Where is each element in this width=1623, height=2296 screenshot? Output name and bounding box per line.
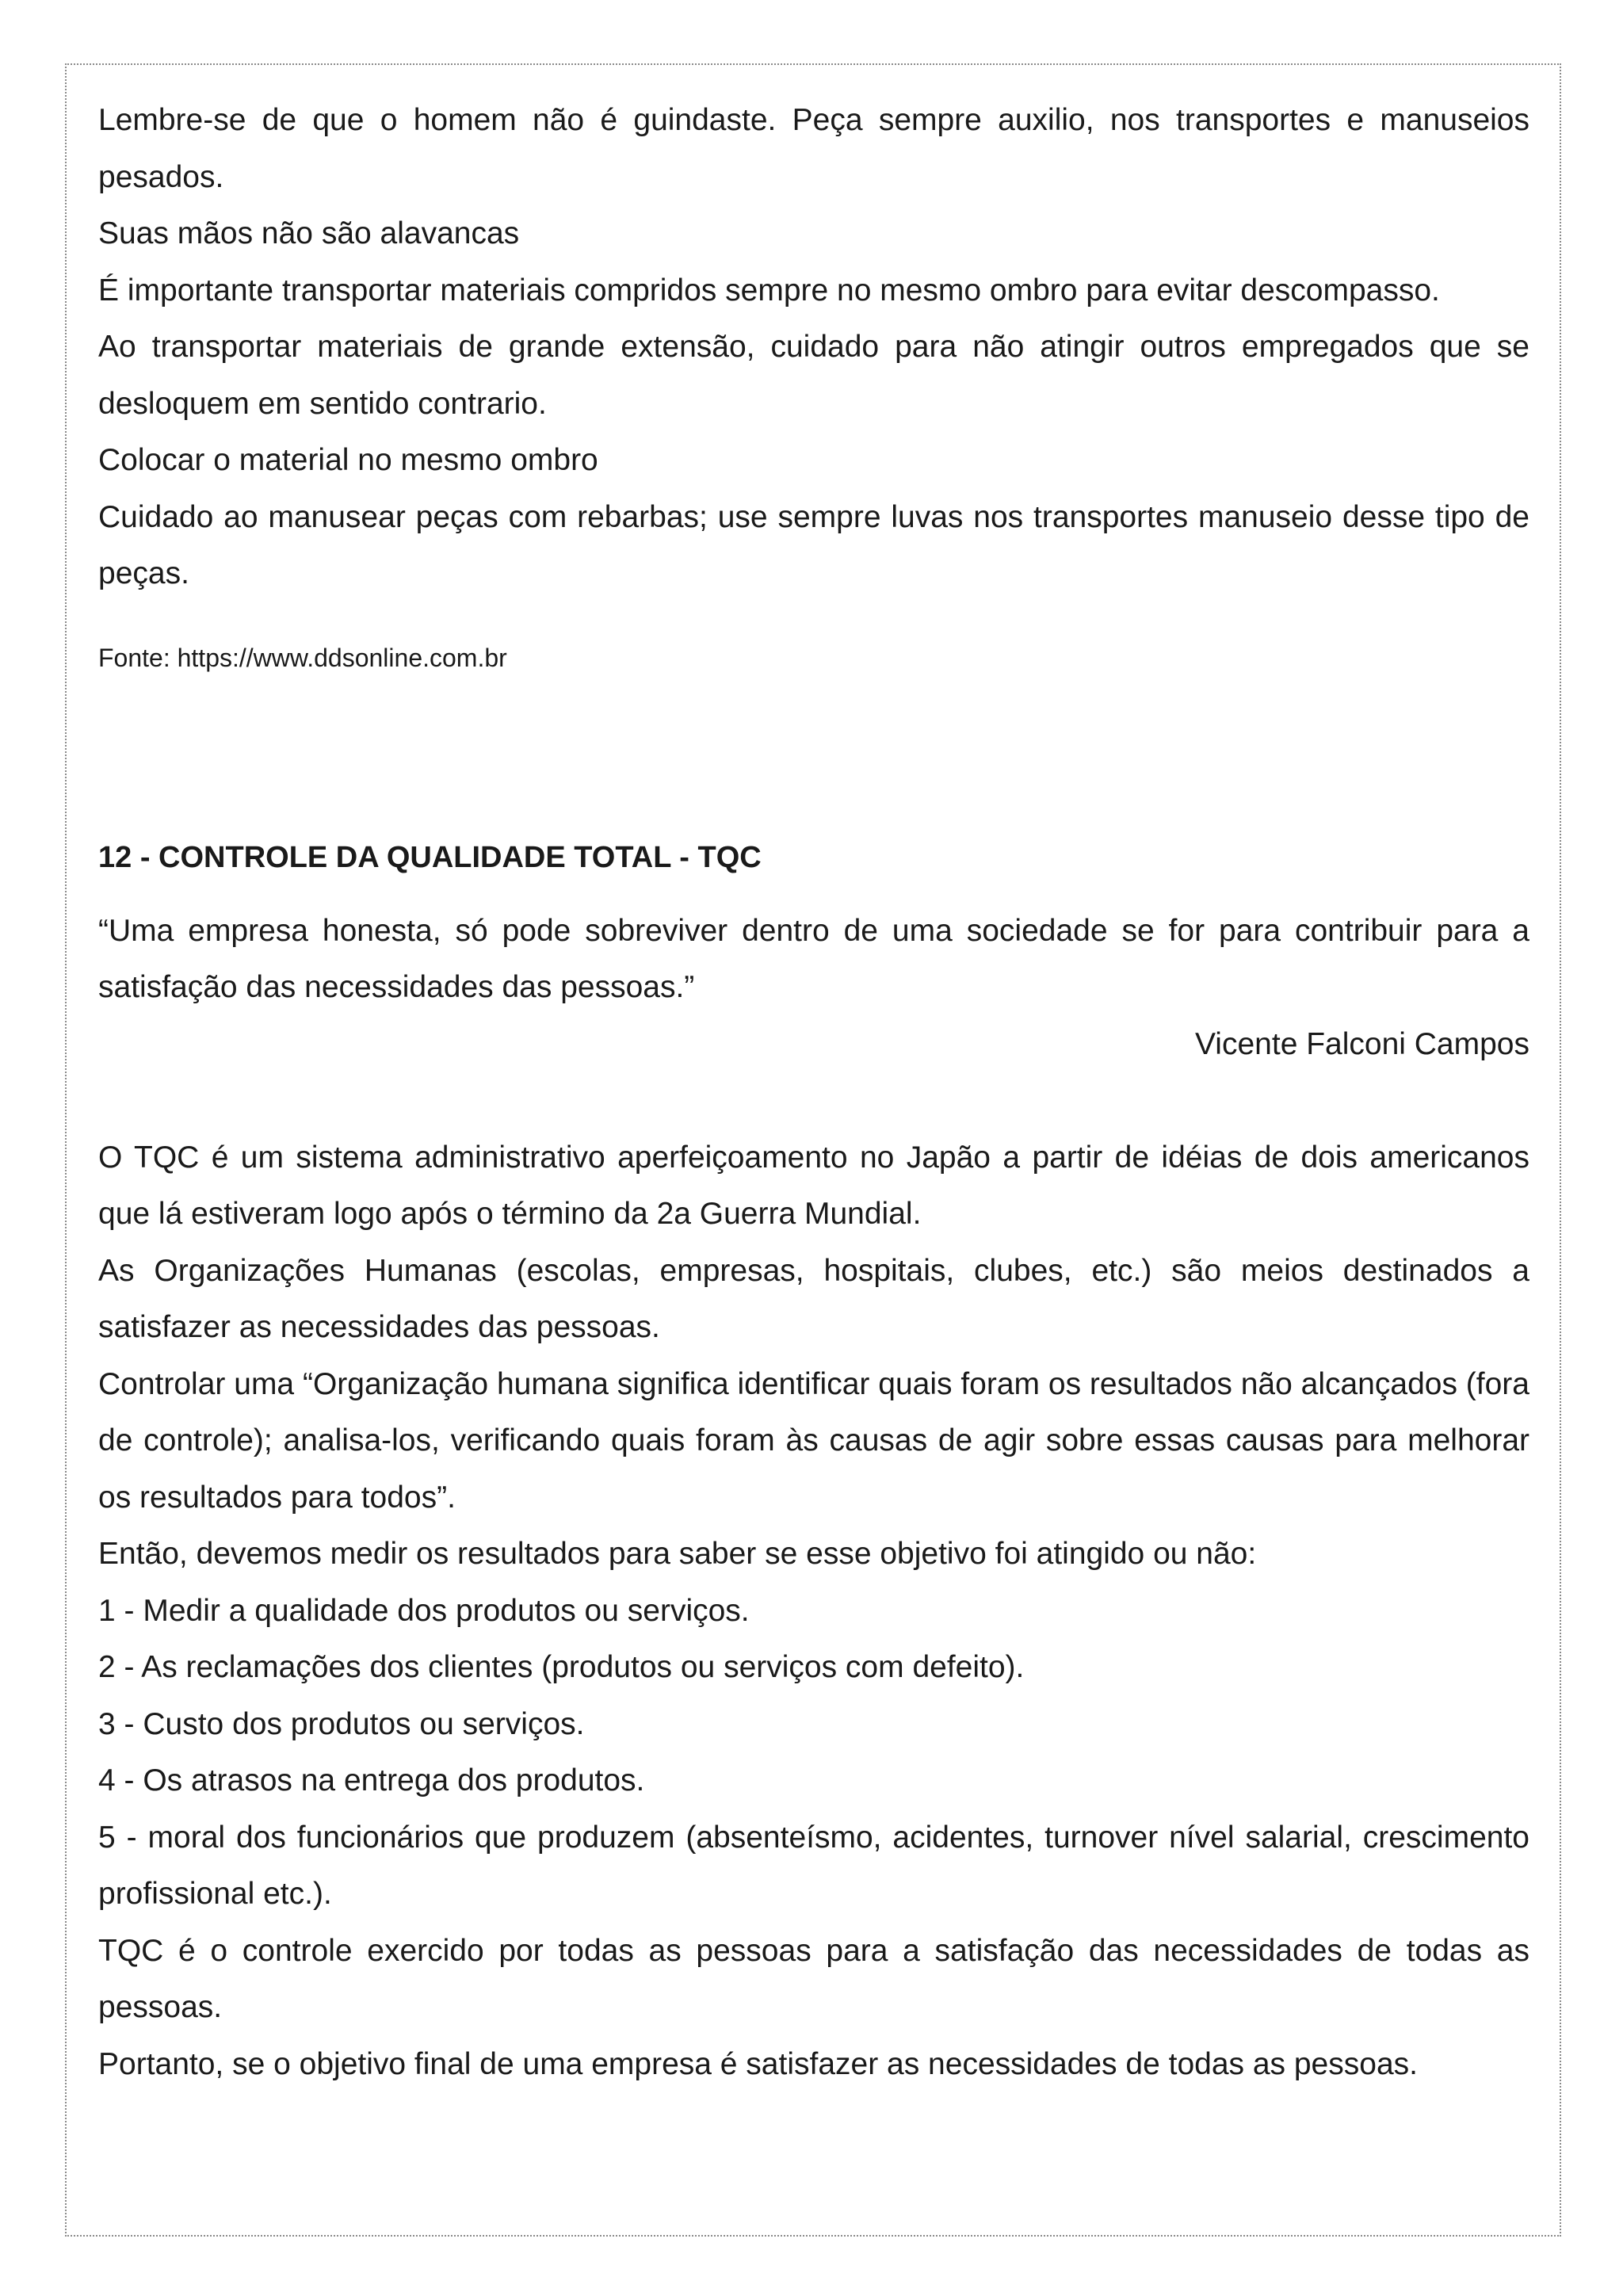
paragraph-rebarbas: Cuidado ao manusear peças com rebarbas; use sempre luvas nos transportes manuseio desse tipo de peças. [98, 499, 1529, 590]
source-citation: Fonte: https://www.ddsonline.com.br [98, 643, 507, 672]
paragraph-materiais-compridos: É importante transportar materiais compridos sempre no mesmo ombro para evitar descompasso. [98, 273, 1440, 308]
epigraph-quote: “Uma empresa honesta, só pode sobreviver dentro de uma sociedade se for para contribuir para a satisfação das necessidades das pessoas.” [98, 913, 1529, 1004]
list-item: 3 - Custo dos produtos ou serviços. [98, 1706, 585, 1741]
paragraph-grande-extensao: Ao transportar materiais de grande extensão, cuidado para não atingir outros empregados que se desloquem em sentido contrario. [98, 330, 1529, 421]
spacer [98, 1072, 1529, 1129]
section-heading: 12 - CONTROLE DA QUALIDADE TOTAL - TQC [98, 840, 762, 874]
list-item: 5 - moral dos funcionários que produzem (absenteísmo, acidentes, turnover nível salarial, crescimento profissional etc.). [98, 1820, 1529, 1911]
paragraph-guindaste: Lembre-se de que o homem não é guindaste. Peça sempre auxilio, nos transportes e manuseios pesados. [98, 103, 1529, 194]
paragraph-medir: Então, devemos medir os resultados para saber se esse objetivo foi atingido ou não: [98, 1537, 1257, 1571]
paragraph-controlar: Controlar uma “Organização humana significa identificar quais foram os resultados não alcançados (fora de controle); analisa-los, verificando quais foram às causas de agir sobre essas causas para melhorar os resultados para todos”. [98, 1366, 1529, 1515]
paragraph-tqc-controle: TQC é o controle exercido por todas as pessoas para a satisfação das necessidades de todas as pessoas. [98, 1933, 1529, 2024]
document-body [98, 92, 1529, 2092]
paragraph-organizacoes: As Organizações Humanas (escolas, empresas, hospitais, clubes, etc.) são meios destinados a satisfazer as necessidades das pessoas. [98, 1253, 1529, 1344]
paragraph-mesmo-ombro: Colocar o material no mesmo ombro [98, 443, 598, 477]
paragraph-tqc-definicao: O TQC é um sistema administrativo aperfeiçoamento no Japão a partir de idéias de dois americanos que lá estiveram logo após o término da 2a Guerra Mundial. [98, 1140, 1529, 1231]
epigraph-author: Vicente Falconi Campos [1195, 1026, 1529, 1061]
list-item: 2 - As reclamações dos clientes (produtos ou serviços com defeito). [98, 1650, 1025, 1684]
list-item: 4 - Os atrasos na entrega dos produtos. [98, 1763, 645, 1797]
paragraph-portanto: Portanto, se o objetivo final de uma empresa é satisfazer as necessidades de todas as pessoas. [98, 2046, 1418, 2081]
paragraph-maos: Suas mãos não são alavancas [98, 216, 520, 250]
list-item: 1 - Medir a qualidade dos produtos ou serviços. [98, 1593, 750, 1628]
